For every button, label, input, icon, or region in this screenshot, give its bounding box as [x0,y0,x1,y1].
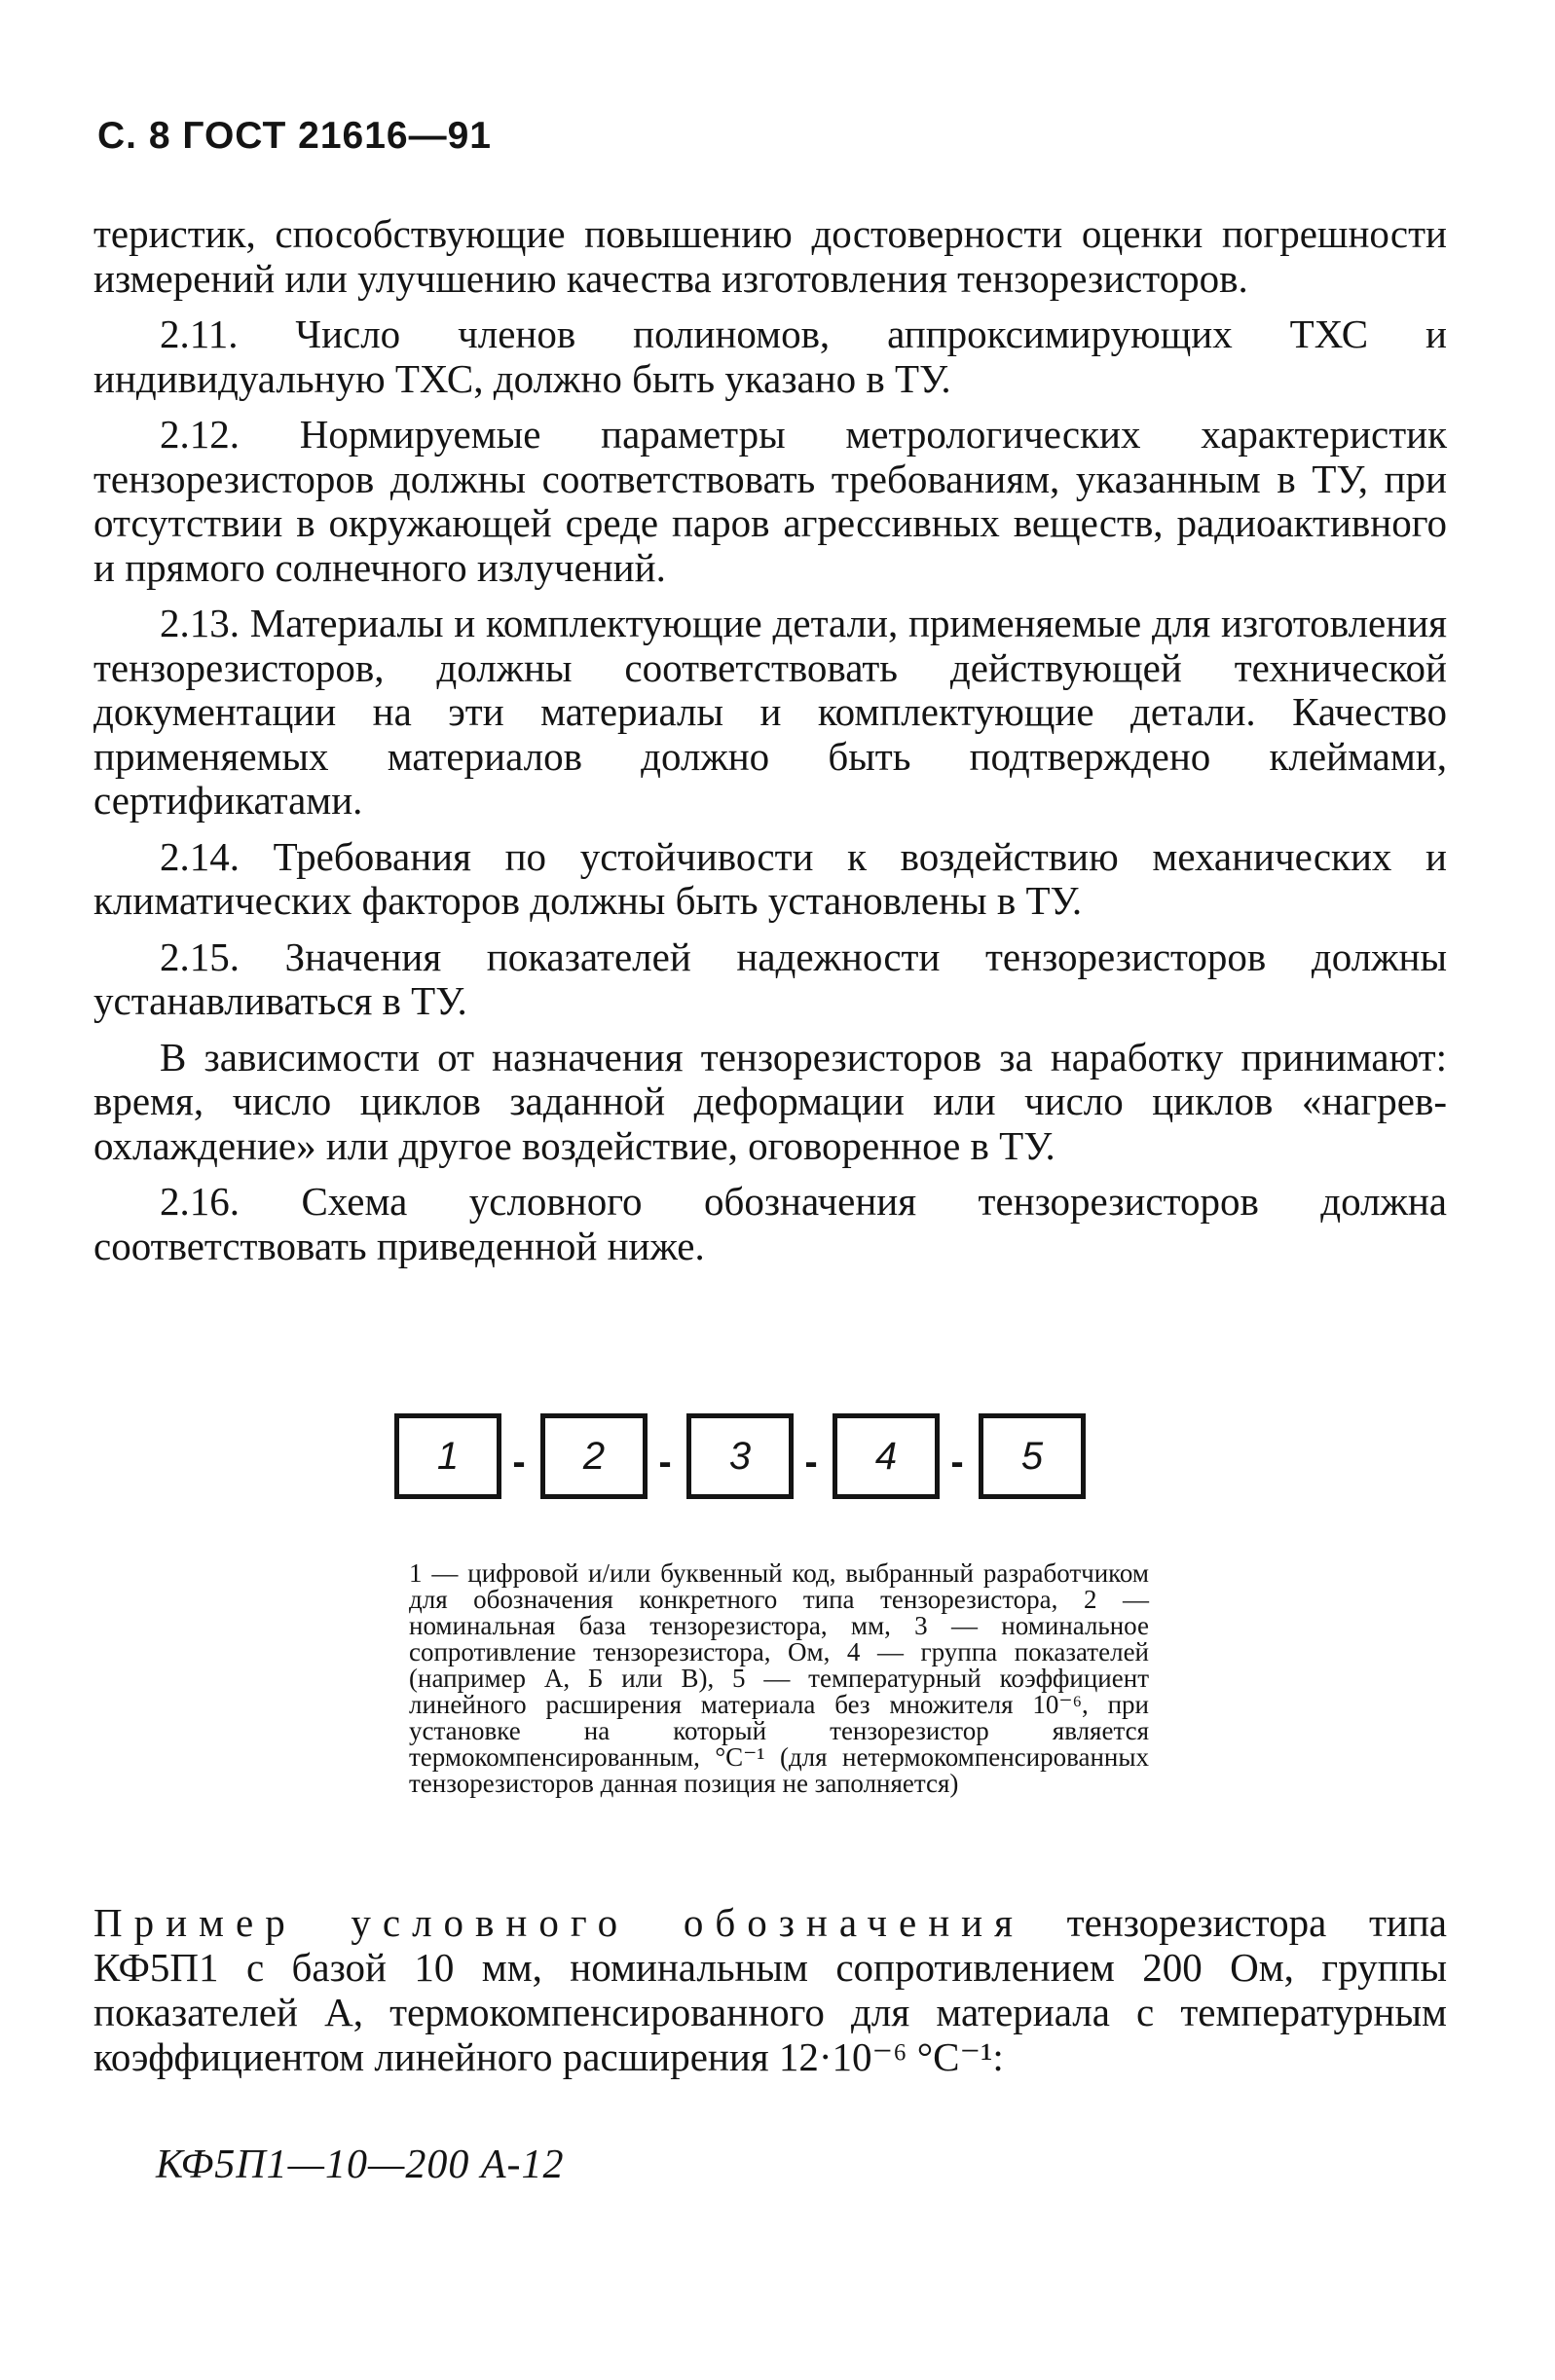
scheme-separator: - [512,1441,526,1483]
example-designation: КФ5П1—10—200 А-12 [156,2142,565,2187]
scheme-box-4: 4 [833,1413,940,1499]
scheme-box-3: 3 [686,1413,794,1499]
paragraph: 2.16. Схема условного обозначения тензорезисторов должна соответствовать приведенной ниже. [93,1179,1447,1268]
scheme-legend: 1 — цифровой и/или буквенный код, выбранный разработчиком для обозначения конкретного типа тензорезистора, 2 — номинальная база тензорезистора, мм, 3 — номинальное сопротивление тензорезистора, Ом, 4 — группа показателей (например А, Б или В), 5 — температурный коэффициент линейного расширения материала без множителя 10⁻⁶, при установке на который тензорезистор является термокомпенсированным, °С⁻¹ (для нетермокомпенсированных тензорезисторов данная позиция не заполняется) [409,1558,1149,1798]
scheme-separator: - [804,1441,818,1483]
example-paragraph [93,1900,1447,2079]
scheme-box-2: 2 [540,1413,648,1499]
paragraph: В зависимости от назначения тензорезисторов за наработку принимают: время, число циклов заданной деформации или число циклов «нагрев-охлаждение» или другое воздействие, оговоренное в ТУ. [93,1034,1447,1168]
paragraph: 2.14. Требования по устойчивости к воздействию механических и климатических факторов должны быть установлены в ТУ. [93,833,1447,923]
paragraph: 2.15. Значения показателей надежности тензорезисторов должны устанавливаться в ТУ. [93,934,1447,1023]
example-lead: Пример условного обозначения [93,1900,1024,1945]
page-header: С. 8 ГОСТ 21616—91 [97,115,492,157]
paragraph: 2.13. Материалы и комплектующие детали, применяемые для изготовления тензорезисторов, должны соответствовать действующей технической документации на эти материалы и комплектующие детали. Качество применяемых материалов должно быть подтверждено клеймами, сертификатами. [93,601,1447,823]
paragraph: теристик, способствующие повышению достоверности оценки погрешности измерений или улучшению качества изготовления тензорезисторов. [93,211,1447,301]
scheme-separator: - [658,1441,672,1483]
designation-scheme [394,1413,1134,1509]
scheme-box-5: 5 [979,1413,1086,1499]
example-text: тензорезистора типа КФ5П1 с базой 10 мм, номинальным сопротивлением 200 Ом, группы показателей А, термокомпенсированного для материала с температурным коэффициентом линейного расширения 12·10⁻⁶ °С⁻¹: [93,1900,1447,2079]
paragraph: 2.12. Нормируемые параметры метрологических характеристик тензорезисторов должны соответствовать требованиям, указанным в ТУ, при отсутствии в окружающей среде паров агрессивных веществ, радиоактивного и прямого солнечного излучений. [93,412,1447,590]
scheme-separator: - [950,1441,964,1483]
scheme-box-1: 1 [394,1413,501,1499]
paragraph: 2.11. Число членов полиномов, аппроксимирующих ТХС и индивидуальную ТХС, должно быть указано в ТУ. [93,311,1447,401]
body-text [93,212,1447,1280]
